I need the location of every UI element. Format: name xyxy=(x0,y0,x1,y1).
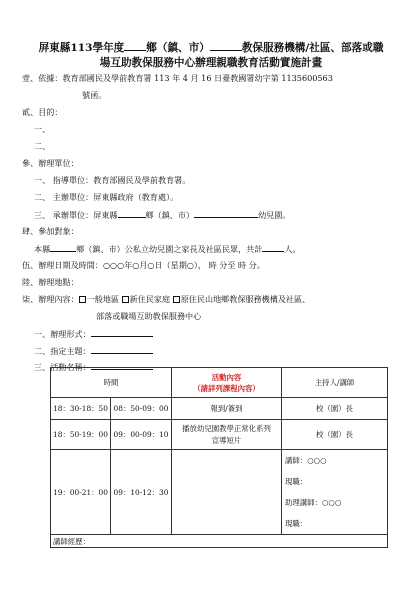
organizer-kindergarten-blank xyxy=(194,209,258,218)
assigned-topic xyxy=(34,345,153,357)
speaker-label: 講師：○○○ xyxy=(285,456,327,465)
document-title-line-2: 場互助教保服務中心辦理親職教育活動實施計畫 xyxy=(99,57,323,69)
format-label: 一、辦理形式： xyxy=(34,329,91,339)
document-title-line-1 xyxy=(22,41,400,55)
header-content xyxy=(172,368,282,398)
institution-blank xyxy=(210,42,242,51)
speaker-position: 現職： xyxy=(285,477,308,486)
table-row xyxy=(51,450,388,535)
purpose-item-1: 一、 xyxy=(34,124,51,134)
section-3-label: 參、辦理單位： xyxy=(22,158,79,168)
assistant-position: 現職： xyxy=(285,519,308,528)
participants-text xyxy=(34,243,301,255)
header-host: 主持人/講師 xyxy=(282,368,388,398)
content-line-1: 播放幼兒園教學正常化系列 xyxy=(182,423,271,433)
speaker-bio: 講師經歷： xyxy=(51,535,388,548)
township-blank xyxy=(124,42,146,51)
evening-time: 18：50-19：00 xyxy=(51,420,111,450)
header-content-title: 活動內容 xyxy=(211,372,242,382)
activity-content: 報到/簽到 xyxy=(172,398,282,420)
title-township-text: 鄉（鎮、市） xyxy=(146,42,210,54)
evening-time: 18：30-18：50 xyxy=(51,398,111,420)
organizing-unit xyxy=(34,209,290,221)
topic-label: 二、指定主題： xyxy=(34,346,91,356)
activity-content xyxy=(172,420,282,450)
speaker-cell xyxy=(282,450,388,535)
activity-label: 三、活動名稱： xyxy=(34,362,91,372)
content-line-2: 宣導短片 xyxy=(211,435,242,445)
morning-time: 08：50-09：00 xyxy=(111,398,172,420)
section-1-basis xyxy=(22,73,333,84)
header-content-note: （請詳列課程內容） xyxy=(193,383,260,393)
section-6-location: 陸、辦理地點： xyxy=(22,277,79,287)
host-cell: 校（園）長 xyxy=(282,398,388,420)
organizer-text-a: 三、 承辦單位：屏東縣 xyxy=(34,210,118,220)
section-1-continuation: 號函。 xyxy=(82,90,107,100)
activity-content xyxy=(172,450,282,535)
table-row xyxy=(51,420,388,450)
section-7-content xyxy=(22,294,310,305)
organizer-township-blank xyxy=(118,209,146,218)
table-header-row xyxy=(51,368,388,398)
participants-text-c: 人。 xyxy=(284,244,301,254)
evening-time: 19：00-21：00 xyxy=(51,450,111,535)
organizer-text-b: 鄉（鎮、市） xyxy=(145,210,195,220)
participants-count-blank xyxy=(262,243,284,252)
purpose-item-2: 二、 xyxy=(34,141,51,151)
table-row xyxy=(51,398,388,420)
participants-township-blank xyxy=(50,243,76,252)
section-7-label: 柒、辦理內容： xyxy=(22,294,79,304)
host-unit: 二、 主辦單位：屏東縣政府（教育處）。 xyxy=(34,192,179,202)
checkbox-general-area[interactable] xyxy=(79,296,86,303)
option-indigenous: 原住民山地鄉教保服務機構及社區、 xyxy=(180,294,311,304)
morning-time: 09：00-09：10 xyxy=(111,420,172,450)
option-general-area: 一般地區 xyxy=(86,294,120,304)
section-4-label: 肆、參加對象： xyxy=(22,226,79,236)
title-institution-text: 教保服務機構/社區、部落或職 xyxy=(241,42,384,54)
checkbox-indigenous[interactable] xyxy=(173,296,180,303)
option-new-resident: 新住民家庭 xyxy=(129,294,171,304)
host-cell: 校（園）長 xyxy=(282,420,388,450)
organizer-text-c: 幼兒園。 xyxy=(258,210,291,220)
option-continuation: 部落或職場互助教保服務中心 xyxy=(96,311,202,321)
table-row-speaker-bio xyxy=(51,535,388,548)
header-time: 時間 xyxy=(51,368,172,398)
guiding-unit: 一、 指導單位：教育部國民及學前教育署。 xyxy=(34,175,191,185)
format-blank xyxy=(91,328,153,337)
section-2-label: 貳、目的： xyxy=(22,107,63,117)
section-5-date-time: 伍、辦理日期及時間：○○○年○月○日（星期○）， 時 分至 時 分。 xyxy=(22,260,265,270)
participants-text-a: 本縣 xyxy=(34,244,51,254)
schedule-table xyxy=(50,367,388,548)
section-1-label: 壹、依據： xyxy=(22,73,63,83)
checkbox-new-resident[interactable] xyxy=(122,296,129,303)
assistant-speaker-label: 助理講師：○○○ xyxy=(285,498,342,507)
section-1-text: 教育部國民及學前教育署 113 年 4 月 16 日臺教國署幼字第 1135600563 xyxy=(62,73,333,83)
activity-format xyxy=(34,328,153,340)
topic-blank xyxy=(91,345,153,354)
participants-text-b: 鄉（鎮、市）公私立幼兒園之家長及社區民眾，共計 xyxy=(76,244,263,254)
title-year-text: 屏東縣113學年度 xyxy=(38,42,125,54)
morning-time: 09：10-12：30 xyxy=(111,450,172,535)
